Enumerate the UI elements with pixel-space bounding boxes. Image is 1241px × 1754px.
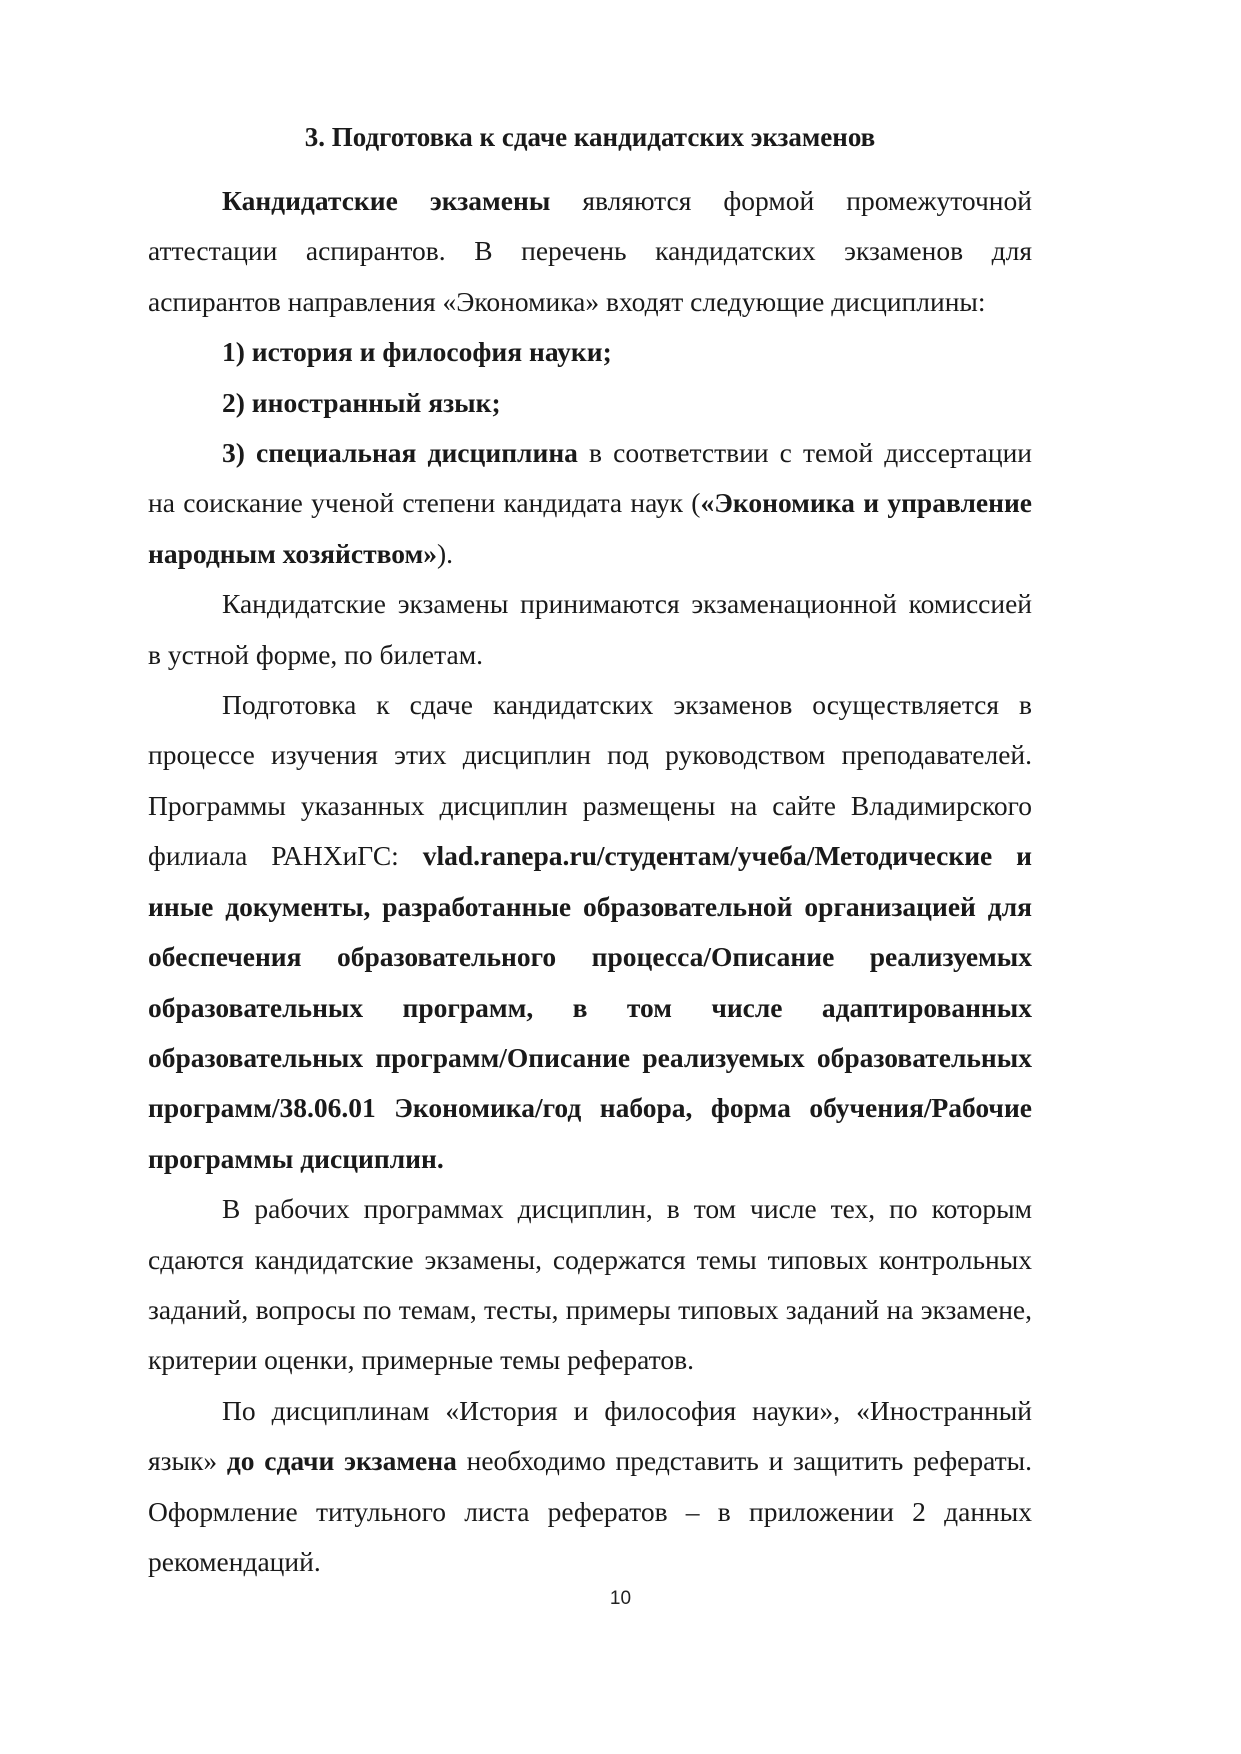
paragraph-work-programs: В рабочих программах дисциплин, в том числе тех, по которым сдаются кандидатские экзамены, содержатся темы типовых контрольных заданий, вопросы по темам, тесты, примеры типовых заданий на экзамене, критерии оценки, примерные темы рефератов.	[148, 1193, 1032, 1376]
website-path: vlad.ranepa.ru/студентам/учеба/Методические и иные документы, разработанные образовательной организацией для обеспечения образовательного процесса/Описание реализуемых образовательных программ, в том числе адаптированных образовательных программ/Описание реализуемых образовательных программ/38.06.01 Экономика/год набора, форма обучения/Рабочие программы дисциплин.	[148, 840, 1032, 1174]
paragraph-intro	[148, 176, 1032, 327]
list-item-3-end: ).	[437, 537, 454, 569]
list-item-3-text: в соответствии с темой диссертации на соискание ученой степени кандидата наук (	[148, 437, 1032, 519]
essays-text-start: По дисциплинам «История и философия науки», «Иностранный язык»	[148, 1394, 1032, 1477]
list-item-2-text: 2) иностранный язык;	[222, 386, 501, 418]
list-item-3-discipline-name: «Экономика и управление народным хозяйством»	[148, 487, 1032, 569]
page-content	[148, 112, 1032, 1587]
list-item-3-bold: 3) специальная дисциплина	[222, 437, 578, 469]
paragraph-essays	[148, 1386, 1032, 1588]
essays-bold: до сдачи экзамена	[226, 1445, 457, 1477]
list-item-1	[148, 327, 1032, 377]
list-item-2	[148, 378, 1032, 428]
list-item-1-text: 1) история и философия науки;	[222, 336, 612, 368]
preparation-text: Подготовка к сдаче кандидатских экзаменов осуществляется в процессе изучения этих дисциплин под руководством преподавателей. Программы указанных дисциплин размещены на сайте Владимирского филиала РАНХиГС:	[148, 689, 1032, 872]
list-item-3	[148, 428, 1032, 579]
section-heading: 3. Подготовка к сдаче кандидатских экзаменов	[304, 122, 876, 152]
intro-text: являются формой промежуточной аттестации аспирантов. В перечень кандидатских экзаменов для аспирантов направления «Экономика» входят следующие дисциплины:	[148, 185, 1032, 317]
paragraph-preparation	[148, 680, 1032, 1184]
essays-text-end: необходимо представить и защитить рефераты. Оформление титульного листа рефератов – в приложении 2 данных рекомендаций.	[148, 1445, 1032, 1577]
page-number: 10	[609, 1588, 632, 1609]
intro-bold-term: Кандидатские экзамены	[222, 185, 551, 216]
paragraph-exam-format: Кандидатские экзамены принимаются экзаменационной комиссией в устной форме, по билетам.	[148, 588, 1032, 670]
